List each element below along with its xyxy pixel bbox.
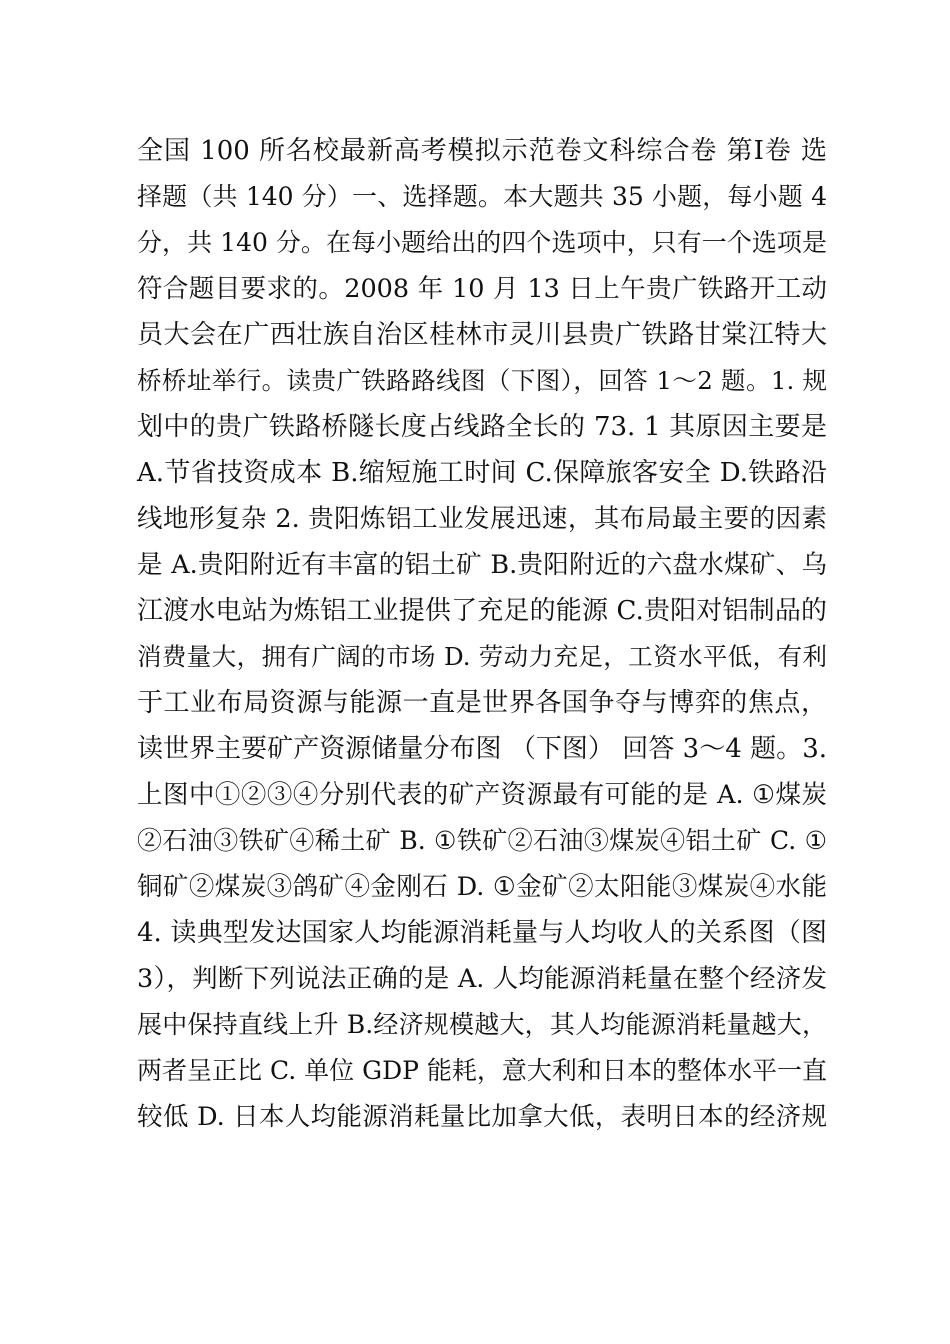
text-line: ②石油③铁矿④稀土矿 B. ①铁矿②石油③煤炭④铝土矿 C. ① [137, 826, 827, 855]
text-line: 较低 D. 日本人均能源消耗量比加拿大低，表明日本的经济规 [137, 1102, 827, 1132]
document-body [137, 128, 827, 1140]
text-line: 读世界主要矿产资源储量分布图 （下图） 回答 3～4 题。3. [137, 734, 827, 764]
text-line: 展中保持直线上升 B.经济规模越大，其人均能源消耗量越大， [137, 1010, 827, 1039]
text-line: 4. 读典型发达国家人均能源消耗量与人均收人的关系图（图 [137, 918, 827, 948]
text-line: 江渡水电站为炼铝工业提供了充足的能源 C.贵阳对铝制品的 [137, 596, 827, 626]
text-line: 铜矿②煤炭③鸽矿④金刚石 D. ①金矿②太阳能③煤炭④水能 [137, 872, 827, 902]
text-line: 符合题目要求的。2008 年 10 月 13 日上午贵广铁路开工动 [137, 274, 827, 304]
text-line: 桥桥址举行。读贵广铁路路线图（下图），回答 1～2 题。1. 规 [137, 366, 827, 395]
text-line: 择题（共 140 分）一、选择题。本大题共 35 小题，每小题 4 [137, 182, 827, 211]
text-line: 分，共 140 分。在每小题给出的四个选项中，只有一个选项是 [137, 228, 827, 257]
text-line: 划中的贵广铁路桥隧长度占线路全长的 73. 1 其原因主要是 [137, 412, 827, 442]
text-line: 上图中①②③④分别代表的矿产资源最有可能的是 A. ①煤炭 [137, 780, 827, 810]
text-line: 两者呈正比 C. 单位 GDP 能耗，意大利和日本的整体水平一直 [137, 1056, 827, 1085]
text-line: 消费量大，拥有广阔的市场 D. 劳动力充足，工资水平低，有利 [137, 642, 827, 671]
text-line: 于工业布局资源与能源一直是世界各国争夺与博弈的焦点， [137, 688, 827, 718]
text-line: 员大会在广西壮族自治区桂林市灵川县贵广铁路甘棠江特大 [137, 320, 827, 350]
text-line: A.节省技资成本 B.缩短施工时间 C.保障旅客安全 D.铁路沿 [137, 458, 827, 488]
text-line: 3），判断下列说法正确的是 A. 人均能源消耗量在整个经济发 [137, 964, 827, 994]
text-line: 线地形复杂 2. 贵阳炼铝工业发展迅速，其布局最主要的因素 [137, 504, 827, 534]
text-line: 是 A.贵阳附近有丰富的铝土矿 B.贵阳附近的六盘水煤矿、乌 [137, 550, 827, 580]
text-line: 全国 100 所名校最新高考模拟示范卷文科综合卷 第Ⅰ卷 选 [137, 136, 827, 166]
